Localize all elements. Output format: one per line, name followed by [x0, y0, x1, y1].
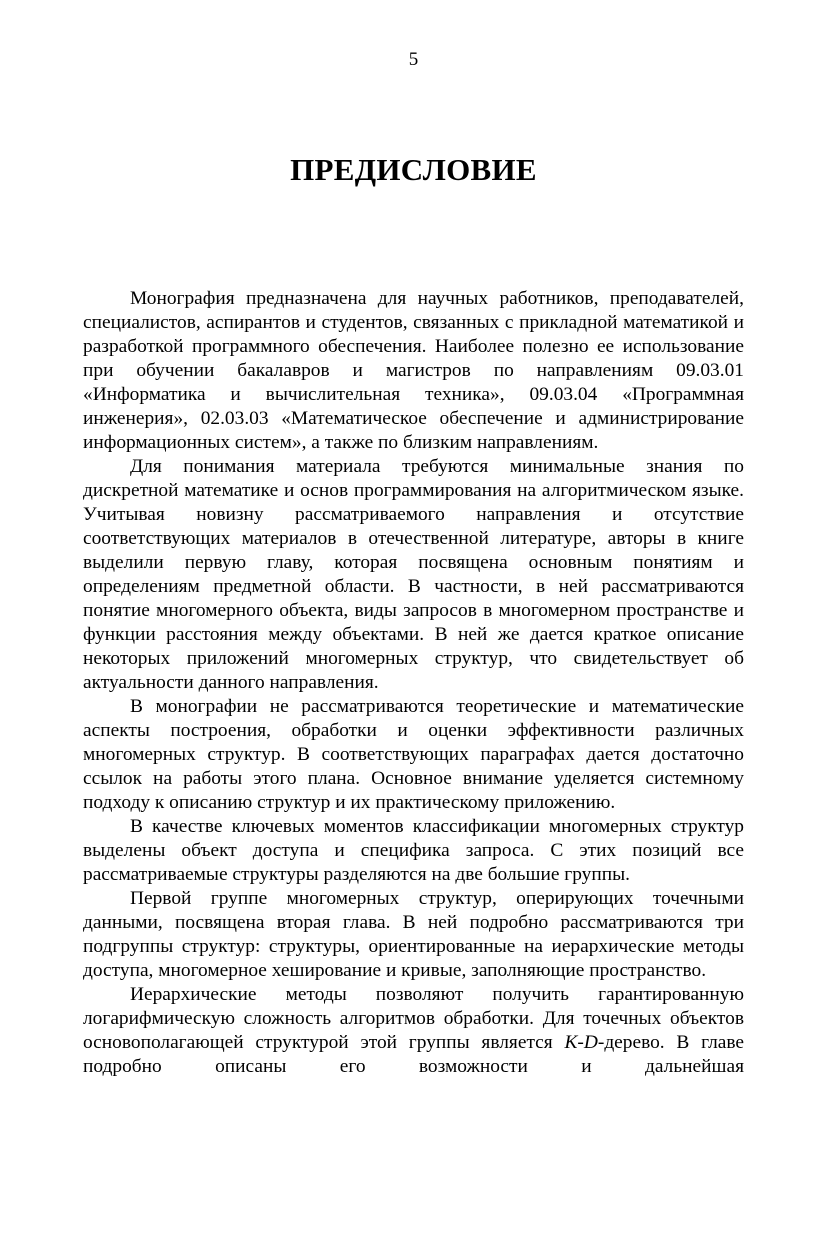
paragraph-6-part2: -дерево. В главе подробно описаны его возможности и дальнейшая [83, 1032, 744, 1077]
page-number: 5 [408, 49, 419, 70]
paragraph-2: Для понимания материала требуются минимальные знания по дискретной математике и основ программирования на алгоритмическом языке. Учитывая новизну рассматриваемого направления и отсутствие соответствующих материалов в отечественной литературе, авторы в книге выделили первую главу, которая посвящена основным понятиям и определениям предметной области. В частности, в ней рассматриваются понятие многомерного объекта, виды запросов в многомерном пространстве и функции расстояния между объектами. В ней же дается краткое описание некоторых приложений многомерных структур, что свидетельствует об актуальности данного направления. [83, 456, 744, 693]
paragraph-6-part1: Иерархические методы позволяют получить гарантированную логарифмическую сложность алгоритмов обработки. Для точечных объектов основополагающей структурой этой группы является [83, 984, 744, 1053]
page-title: ПРЕДИСЛОВИЕ [290, 152, 537, 187]
body-text [83, 287, 744, 1079]
paragraph-6 [83, 983, 744, 1079]
kd-term: K-D [564, 1032, 598, 1053]
paragraph-1: Монография предназначена для научных работников, преподавателей, специалистов, аспирантов и студентов, связанных с прикладной математикой и разработкой программного обеспечения. Наиболее полезно ее использование при обучении бакалавров и магистров по направлениям 09.03.01 «Информатика и вычислительная техника», 09.03.04 «Программная инженерия», 02.03.03 «Математическое обеспечение и администрирование информационных систем», а также по близким направлениям. [83, 288, 744, 453]
paragraph-4: В качестве ключевых моментов классификации многомерных структур выделены объект доступа и специфика запроса. С этих позиций все рассматриваемые структуры разделяются на две большие группы. [83, 816, 744, 885]
paragraph-3: В монографии не рассматриваются теоретические и математические аспекты построения, обработки и оценки эффективности различных многомерных структур. В соответствующих параграфах дается достаточно ссылок на работы этого плана. Основное внимание уделяется системному подходу к описанию структур и их практическому приложению. [83, 696, 744, 813]
paragraph-5: Первой группе многомерных структур, оперирующих точечными данными, посвящена вторая глава. В ней подробно рассматриваются три подгруппы структур: структуры, ориентированные на иерархические методы доступа, многомерное хеширование и кривые, заполняющие пространство. [83, 888, 744, 981]
